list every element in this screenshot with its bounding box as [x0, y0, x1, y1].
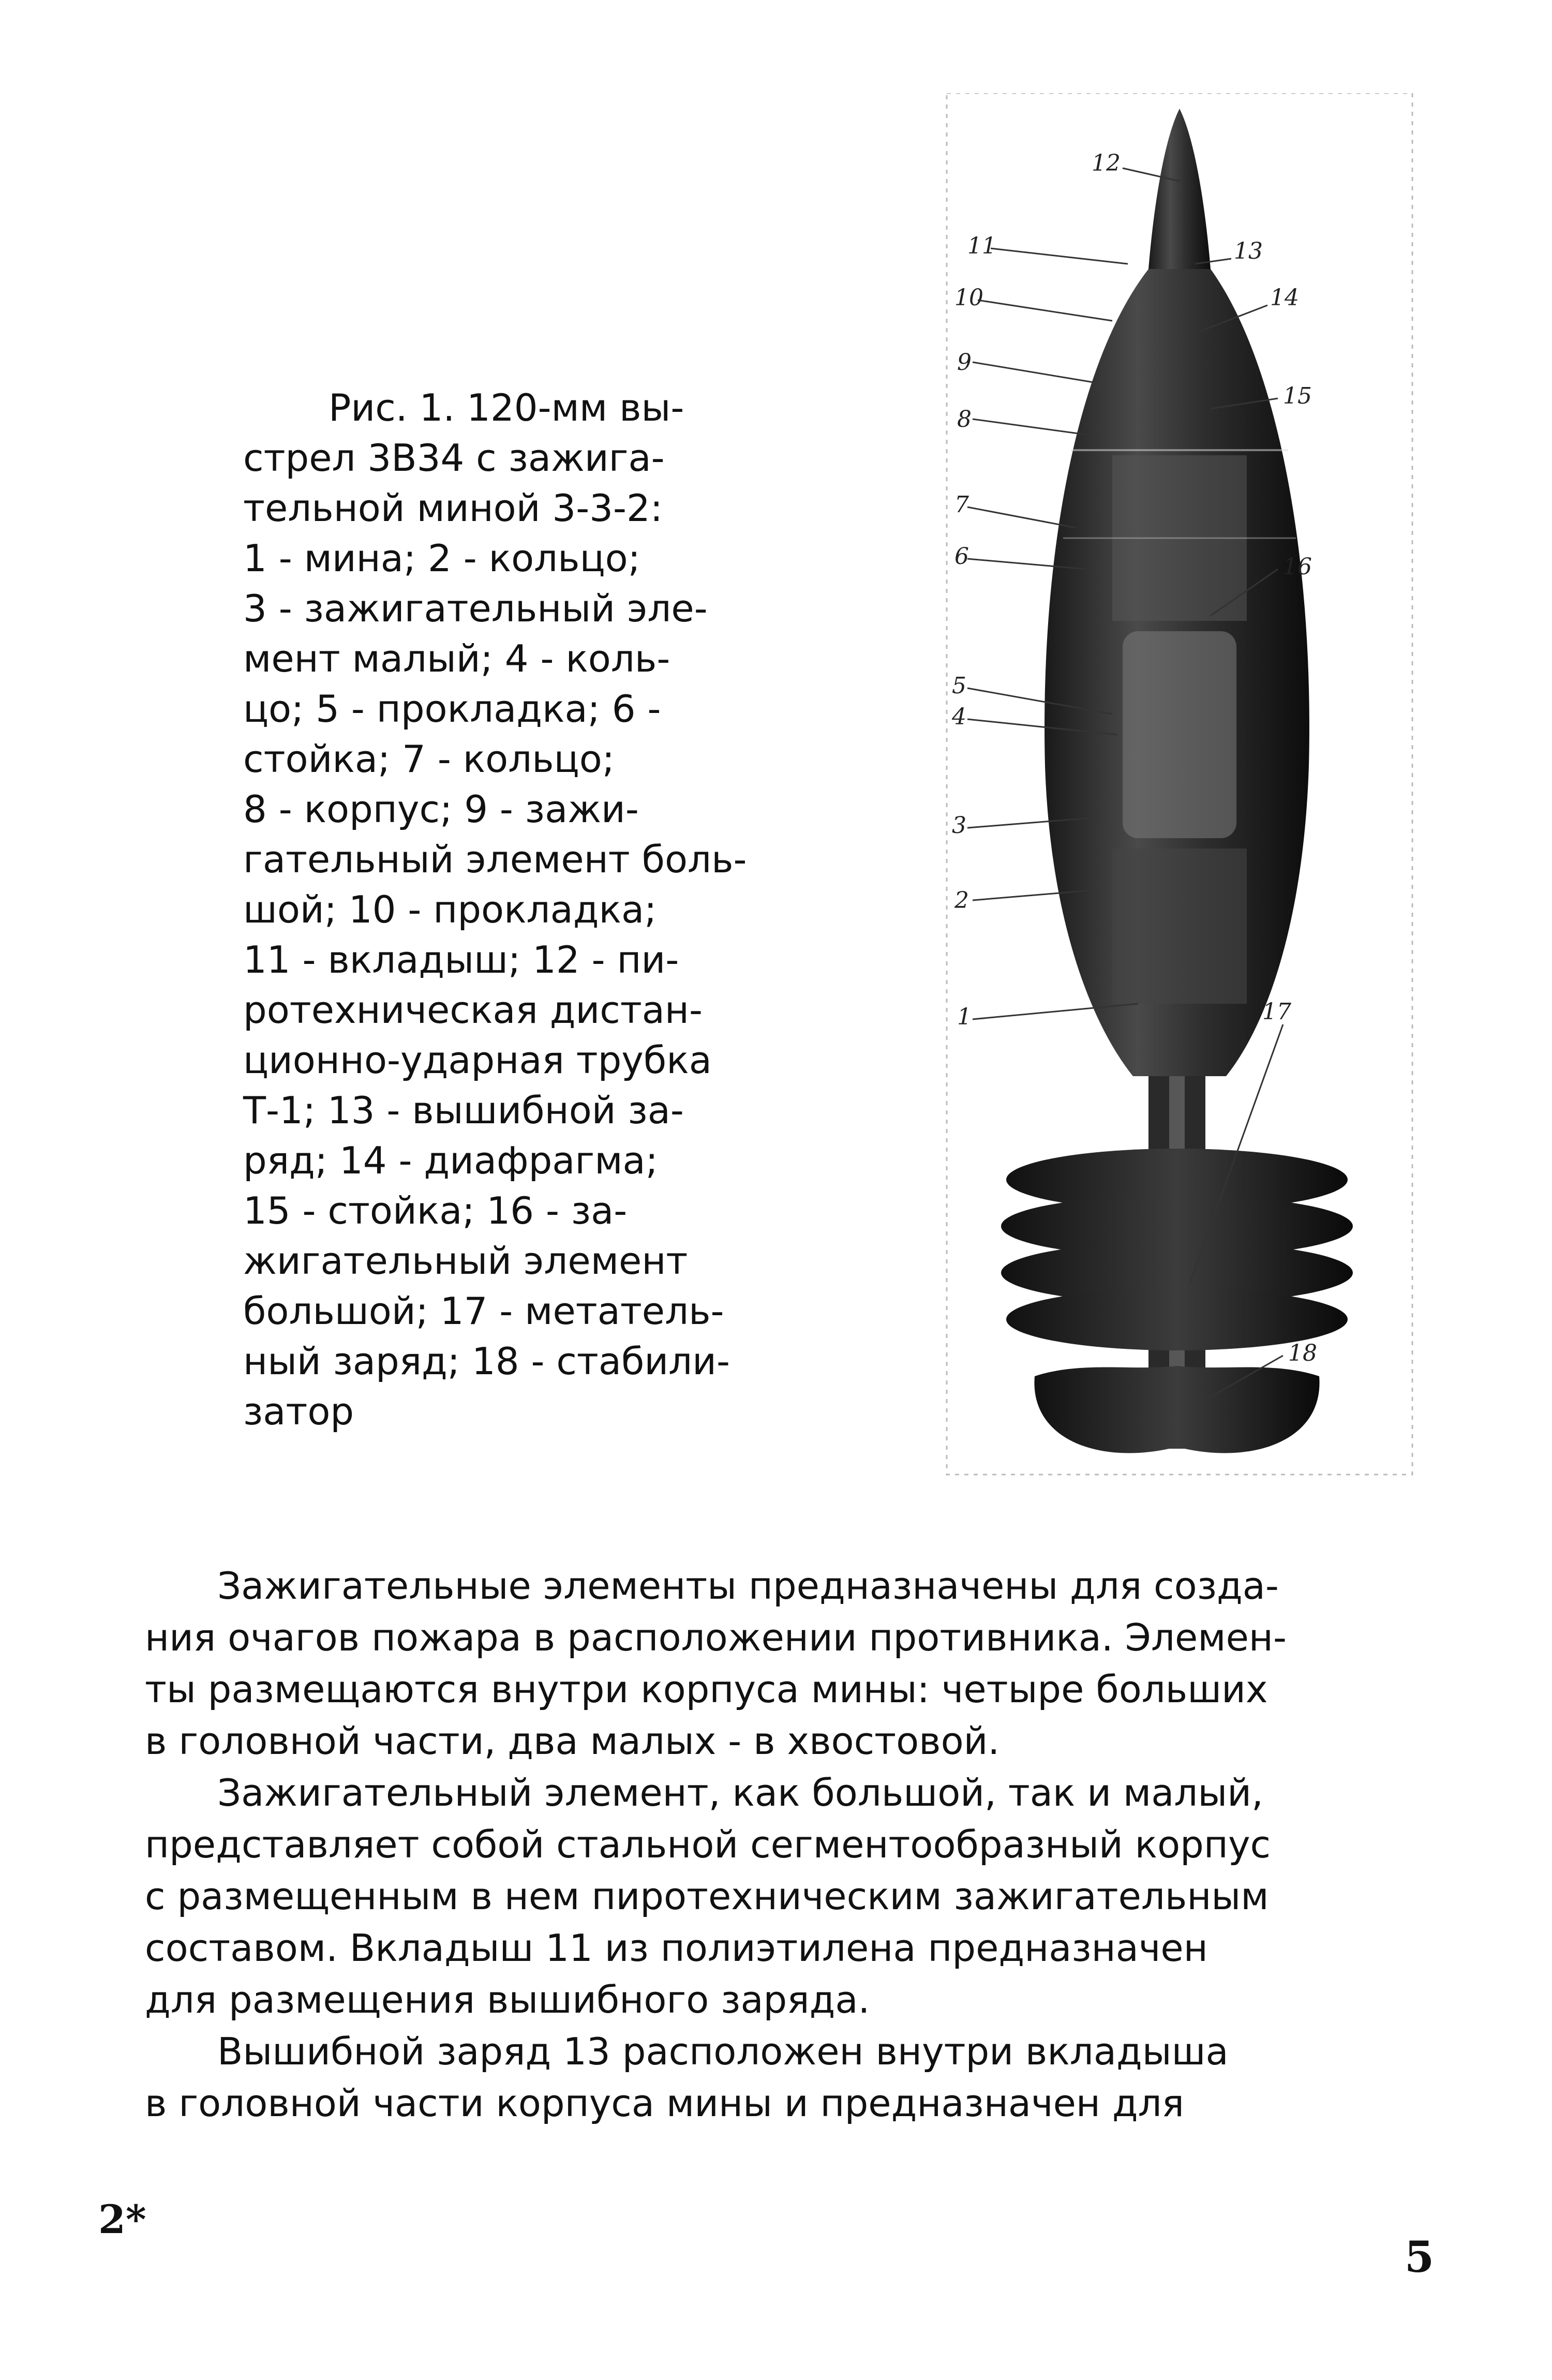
caption-line: 1 - мина; 2 - кольцо;: [243, 537, 640, 580]
callout-7: 7: [954, 492, 969, 518]
callout-5: 5: [952, 673, 966, 699]
text-line: Вышибной заряд 13 расположен внутри вкладыша: [217, 2030, 1229, 2073]
callout-15: 15: [1283, 383, 1312, 409]
callout-18: 18: [1288, 1340, 1317, 1366]
mortar-round-illustration: [942, 93, 1417, 1480]
callout-13: 13: [1234, 238, 1263, 264]
text-line: составом. Вкладыш 11 из полиэтилена предназначен: [145, 1926, 1208, 1970]
callout-10: 10: [954, 285, 983, 311]
caption-line: большой; 17 - метатель-: [243, 1289, 724, 1333]
callout-1: 1: [957, 1004, 972, 1030]
text-line: в головной части, два малых - в хвостовой.: [145, 1719, 1000, 1763]
text-line: ния очагов пожара в расположении противника. Элемен-: [145, 1616, 1287, 1659]
caption-line: Рис. 1. 120-мм вы-: [329, 386, 684, 429]
incendiary-element-small: [1112, 849, 1247, 1004]
callout-2: 2: [954, 887, 969, 914]
callout-11: 11: [967, 233, 996, 259]
caption-line: 15 - стойка; 16 - за-: [243, 1189, 628, 1232]
caption-line: Т-1; 13 - вышибной за-: [243, 1089, 684, 1132]
caption-line: стойка; 7 - кольцо;: [243, 737, 615, 781]
figure-caption: [243, 383, 838, 1437]
caption-line: гательный элемент боль-: [243, 838, 747, 881]
body-text: [145, 1560, 1407, 2129]
callout-3: 3: [952, 812, 966, 839]
caption-line: шой; 10 - прокладка;: [243, 888, 657, 931]
text-line: с размещенным в нем пиротехническим зажигательным: [145, 1875, 1269, 1918]
paragraph: [145, 2026, 1407, 2129]
caption-line: ный заряд; 18 - стабили-: [243, 1340, 730, 1383]
callout-16: 16: [1283, 554, 1312, 580]
callout-9: 9: [957, 349, 972, 376]
caption-line: ряд; 14 - диафрагма;: [243, 1139, 658, 1182]
callout-12: 12: [1092, 150, 1121, 176]
callout-6: 6: [954, 543, 969, 570]
page-number: 5: [1405, 2233, 1435, 2282]
caption-line: ционно-ударная трубка: [243, 1038, 712, 1082]
mortar-round-drawing: [942, 93, 1417, 1480]
text-line: Зажигательные элементы предназначены для созда-: [217, 1564, 1279, 1608]
callout-17: 17: [1262, 999, 1291, 1025]
caption-line: 8 - корпус; 9 - зажи-: [243, 787, 639, 831]
callout-4: 4: [952, 704, 966, 730]
incendiary-element-large-lower: [1123, 631, 1236, 838]
text-line: для размещения вышибного заряда.: [145, 1978, 870, 2021]
caption-line: жигательный элемент: [243, 1239, 688, 1283]
text-line: в головной части корпуса мины и предназначен для: [145, 2081, 1184, 2125]
text-line: представляет собой стальной сегментообразный корпус: [145, 1823, 1271, 1866]
caption-line: цо; 5 - прокладка; 6 -: [243, 687, 661, 731]
caption-line: стрел 3В34 с зажига-: [243, 436, 665, 480]
caption-line: затор: [243, 1390, 354, 1433]
text-line: Зажигательный элемент, как большой, так и малый,: [217, 1771, 1263, 1814]
caption-line: 11 - вкладыш; 12 - пи-: [243, 938, 679, 981]
caption-line: 3 - зажигательный эле-: [243, 587, 708, 630]
fuze: [1148, 109, 1211, 269]
stabilizer: [1034, 1366, 1319, 1453]
printer-signature: 2*: [98, 2196, 146, 2242]
callout-8: 8: [957, 406, 972, 433]
caption-line: ротехническая дистан-: [243, 988, 703, 1032]
text-line: ты размещаются внутри корпуса мины: четыре больших: [145, 1668, 1268, 1711]
paragraph: [145, 1767, 1407, 2026]
caption-line: мент малый; 4 - коль-: [243, 637, 670, 680]
caption-line: тельной миной 3-3-2:: [243, 486, 663, 530]
callout-14: 14: [1270, 285, 1299, 311]
paragraph: [145, 1560, 1407, 1767]
